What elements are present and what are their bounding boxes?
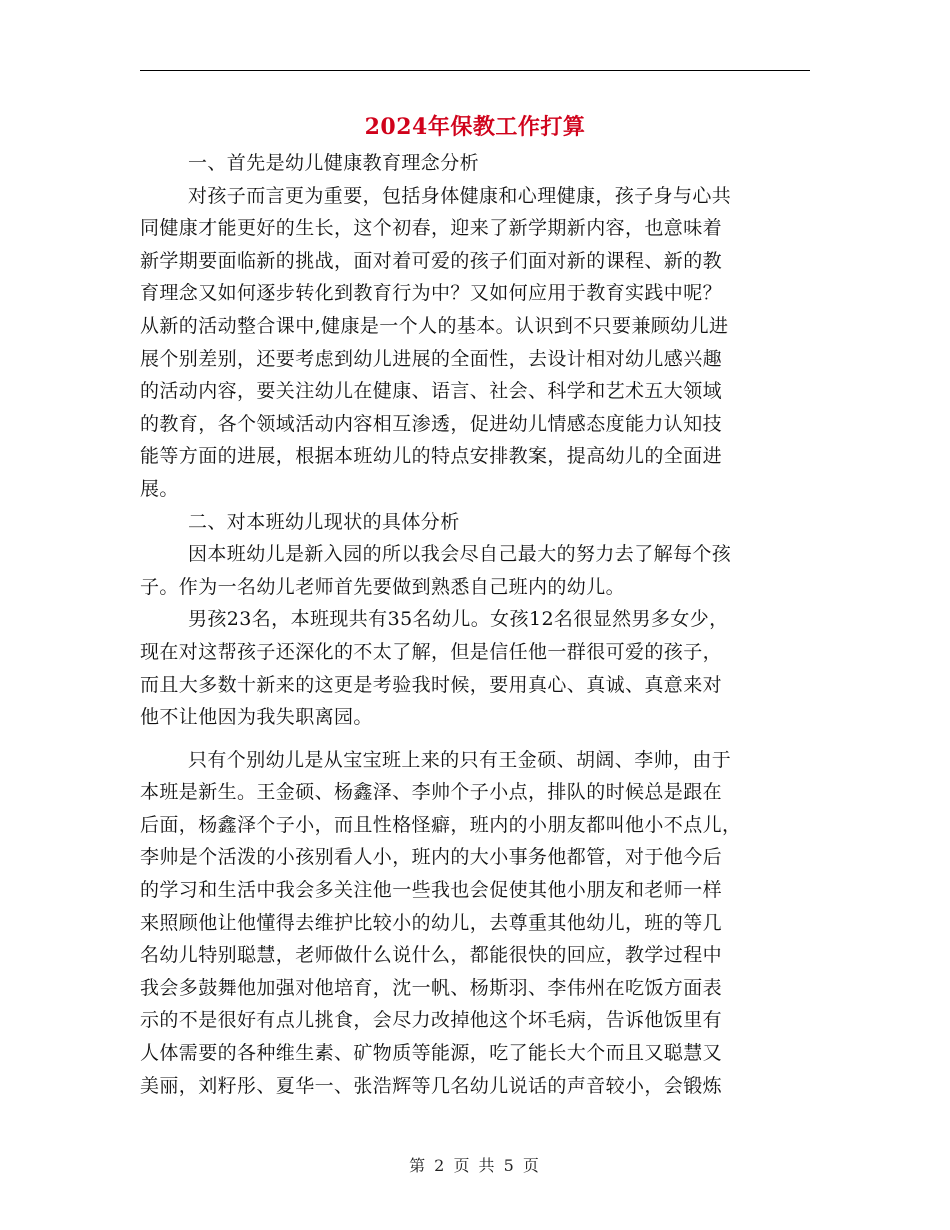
paragraph-line: 来照顾他让他懂得去维护比较小的幼儿，去尊重其他幼儿，班的等几	[140, 911, 723, 934]
paragraph-line: 的教育，各个领域活动内容相互渗透，促进幼儿情感态度能力认知技	[140, 412, 723, 435]
paragraph-line: 因本班幼儿是新入园的所以我会尽自己最大的努力去了解每个孩	[188, 543, 732, 566]
document-title: 2024年保教工作打算	[364, 114, 586, 140]
section-heading-2: 二、对本班幼儿现状的具体分析	[188, 510, 460, 533]
paragraph-line: 从新的活动整合课中,健康是一个人的基本。认识到不只要兼顾幼儿进	[140, 314, 729, 337]
paragraph-gap	[140, 734, 810, 744]
paragraph-line: 能等方面的进展，根据本班幼儿的特点安排教案，提高幼儿的全面进	[140, 445, 723, 468]
paragraph-line: 他不让他因为我失职离园。	[140, 706, 373, 729]
paragraph-line: 而且大多数十新来的这更是考验我时候，要用真心、真诚、真意来对	[140, 673, 723, 696]
paragraph-line: 美丽，刘籽彤、夏华一、张浩辉等几名幼儿说话的声音较小，会锻炼	[140, 1074, 723, 1097]
paragraph-line: 本班是新生。王金硕、杨鑫泽、李帅个子小点，排队的时候总是跟在	[140, 781, 723, 804]
paragraph-line: 我会多鼓舞他加强对他培育，沈一帆、杨斯羽、李伟州在吃饭方面表	[140, 976, 723, 999]
paragraph-line: 男孩23名，本班现共有35名幼儿。女孩12名很显然男多女少，	[188, 608, 729, 631]
page-number: 第 2 页 共 5 页	[409, 1156, 541, 1175]
paragraph-line: 的学习和生活中我会多关注他一些我也会促使其他小朋友和老师一样	[140, 879, 723, 902]
paragraph-line: 名幼儿特别聪慧，老师做什么说什么，都能很快的回应，教学过程中	[140, 944, 723, 967]
paragraph-line: 对孩子而言更为重要，包括身体健康和心理健康，孩子身与心共	[188, 184, 732, 207]
paragraph-line: 示的不是很好有点儿挑食，会尽力改掉他这个坏毛病，告诉他饭里有	[140, 1009, 723, 1032]
paragraph-line: 现在对这帮孩子还深化的不太了解，但是信任他一群很可爱的孩子，	[140, 640, 723, 663]
paragraph-line: 新学期要面临新的挑战，面对着可爱的孩子们面对新的课程、新的教	[140, 249, 723, 272]
paragraph-line: 李帅是个活泼的小孩别看人小，班内的大小事务他都管，对于他今后	[140, 846, 723, 869]
header-rule	[140, 70, 810, 71]
paragraph-line: 展。	[140, 477, 179, 500]
paragraph-line: 只有个别幼儿是从宝宝班上来的只有王金硕、胡阔、李帅，由于	[188, 748, 732, 771]
paragraph-line: 人体需要的各种维生素、矿物质等能源，吃了能长大个而且又聪慧又	[140, 1042, 723, 1065]
paragraph-line: 育理念又如何逐步转化到教育行为中？又如何应用于教育实践中呢？	[140, 282, 723, 305]
paragraph-line: 展个别差别，还要考虑到幼儿进展的全面性，去设计相对幼儿感兴趣	[140, 347, 723, 370]
section-heading-1: 一、首先是幼儿健康教育理念分析	[188, 152, 480, 174]
document-body	[140, 147, 810, 1102]
paragraph-line: 后面，杨鑫泽个子小，而且性格怪癖，班内的小朋友都叫他小不点儿，	[140, 813, 742, 836]
paragraph-line: 子。作为一名幼儿老师首先要做到熟悉自己班内的幼儿。	[140, 575, 626, 598]
paragraph-line: 同健康才能更好的生长，这个初春，迎来了新学期新内容，也意味着	[140, 217, 723, 240]
paragraph-line: 的活动内容，要关注幼儿在健康、语言、社会、科学和艺术五大领域	[140, 380, 723, 403]
